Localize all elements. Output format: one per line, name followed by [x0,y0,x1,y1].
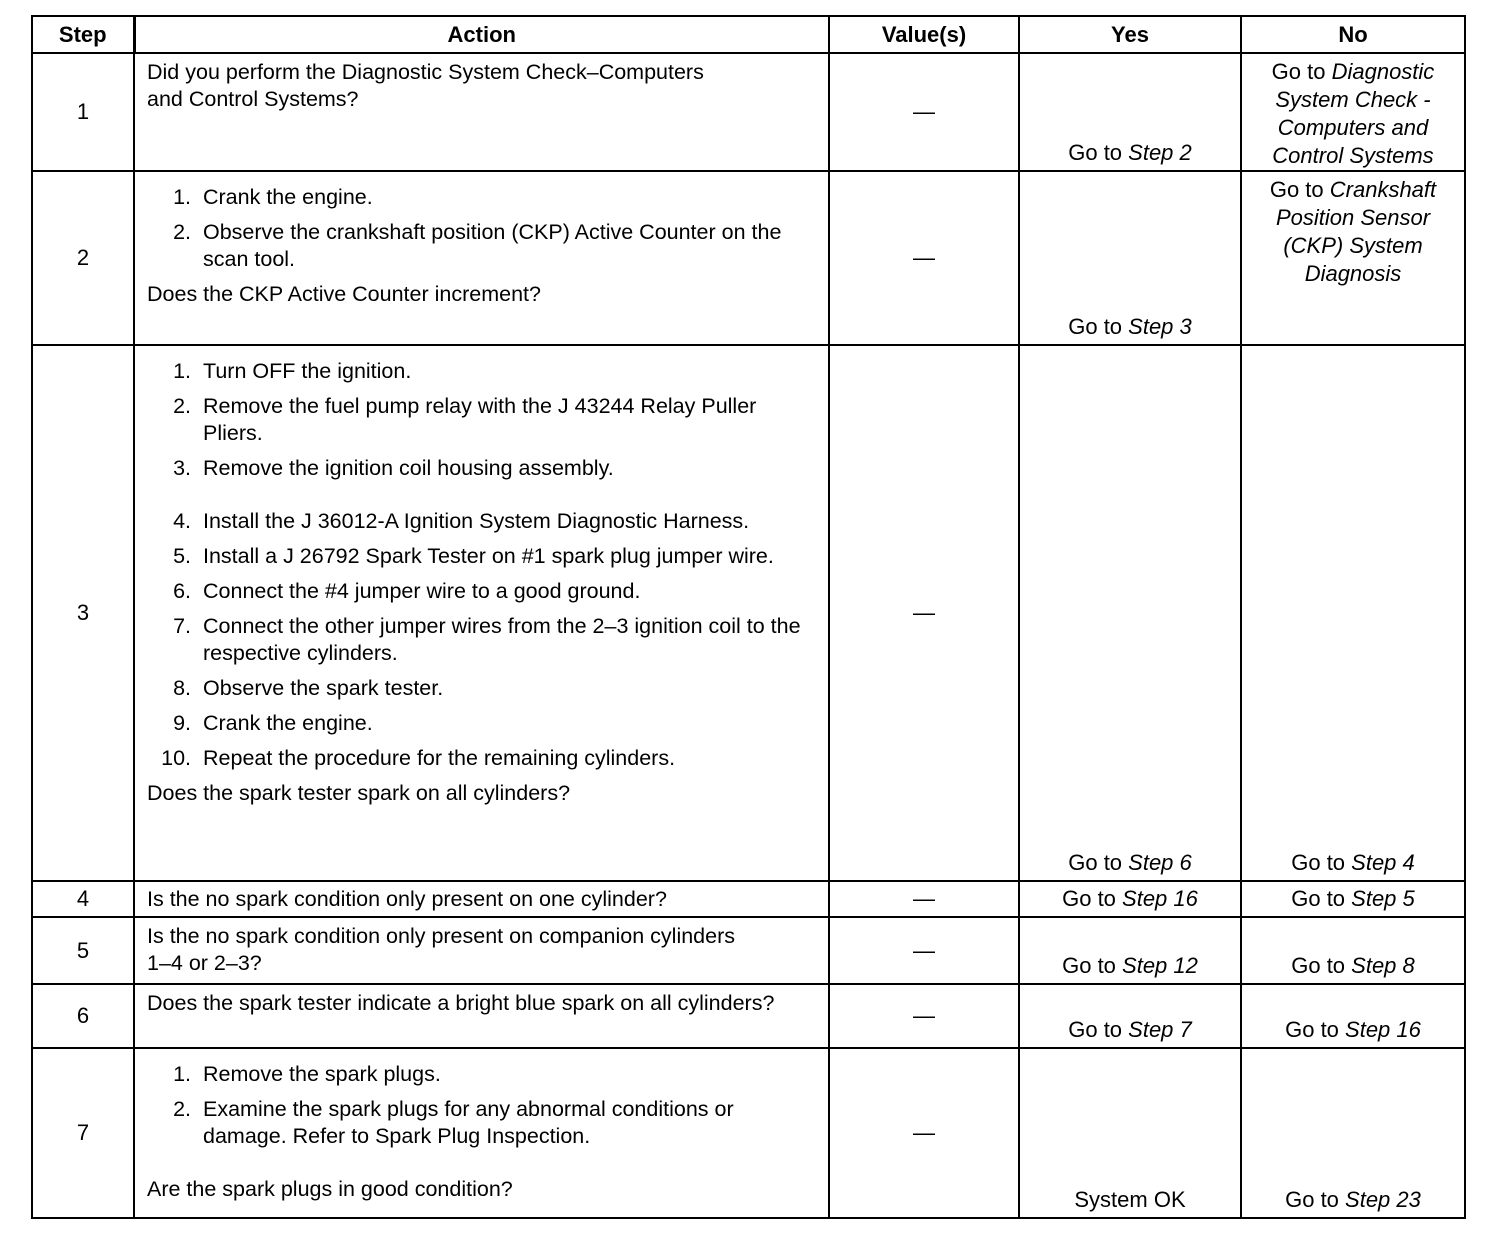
list-item: 3. Remove the ignition coil housing assembly. [173,456,614,480]
yes-step-link[interactable]: Step 6 [1128,850,1192,875]
table-row [32,984,1465,1048]
action-cell [134,171,829,345]
no-cell [1241,53,1465,171]
action-cell [134,53,829,171]
diagnostic-table [31,15,1466,1219]
no-prefix: Go to [1291,886,1352,911]
list-item: 10. Repeat the procedure for the remaining cylinders. [161,746,676,770]
value-dash: — [913,99,935,124]
header-no: No [1241,16,1465,53]
no-cell [1241,345,1465,881]
no-cell [1241,1048,1465,1218]
table-row [32,881,1465,917]
yes-prefix: Go to [1068,1017,1129,1042]
value-dash: — [913,245,935,270]
value-dash: — [913,1120,935,1145]
action-question: Is the no spark condition only present on one cylinder? [147,886,667,911]
list-item: 9. Crank the engine. [173,711,373,735]
list-item: 1. Remove the spark plugs. [173,1062,441,1086]
no-prefix: Go to [1285,1187,1346,1212]
list-item: 1. Crank the engine. [173,185,373,209]
yes-text[interactable]: System OK [1074,1187,1186,1212]
no-step-link[interactable]: Step 16 [1345,1017,1421,1042]
action-question: Is the no spark condition only present on companion cylinders 1–4 or 2–3? [147,924,736,975]
table-row [32,917,1465,984]
value-dash: — [913,600,935,625]
step-number: 1 [32,53,134,171]
yes-prefix: Go to [1068,140,1129,165]
action-question: Does the spark tester indicate a bright blue spark on all cylinders? [147,991,775,1015]
action-cell [134,1048,829,1218]
value-cell [829,917,1019,984]
value-cell [829,1048,1019,1218]
yes-cell [1019,984,1241,1048]
no-prefix: Go to [1291,850,1352,875]
action-question: Are the spark plugs in good condition? [147,1177,513,1201]
step-number: 7 [32,1048,134,1218]
list-item: 5. Install a J 26792 Spark Tester on #1 spark plug jumper wire. [173,544,774,568]
value-cell [829,171,1019,345]
yes-cell [1019,345,1241,881]
yes-prefix: Go to [1068,850,1129,875]
action-question: Does the CKP Active Counter increment? [147,282,541,306]
action-question: Did you perform the Diagnostic System Check–Computers and Control Systems? [147,60,704,111]
list-item: 2. Examine the spark plugs for any abnormal conditions or damage. Refer to Spark Plug Inspection. [173,1097,734,1148]
action-cell [134,984,829,1048]
action-cell [134,917,829,984]
no-prefix: Go to [1269,177,1330,202]
yes-prefix: Go to [1062,886,1123,911]
yes-step-link[interactable]: Step 12 [1122,953,1198,978]
yes-step-link[interactable]: Step 2 [1128,140,1192,165]
table-row [32,53,1465,171]
no-cell [1241,881,1465,917]
no-cell [1241,171,1465,345]
no-cell [1241,984,1465,1048]
value-cell [829,984,1019,1048]
step-number: 5 [32,917,134,984]
yes-cell [1019,171,1241,345]
yes-cell [1019,917,1241,984]
action-cell [134,881,829,917]
yes-step-link[interactable]: Step 16 [1122,886,1198,911]
yes-step-link[interactable]: Step 3 [1128,314,1192,339]
action-list [147,1061,816,1150]
yes-cell [1019,881,1241,917]
list-item: 7. Connect the other jumper wires from the 2–3 ignition coil to the respective cylinders. [173,614,801,665]
header-values: Value(s) [829,16,1019,53]
no-step-link[interactable]: Step 5 [1351,886,1415,911]
no-step-link[interactable]: Crankshaft Position Sensor (CKP) System Diagnosis [1275,177,1437,286]
value-cell [829,345,1019,881]
action-cell [134,345,829,881]
value-cell [829,53,1019,171]
no-step-link[interactable]: Step 4 [1351,850,1415,875]
header-action: Action [134,16,829,53]
step-number: 2 [32,171,134,345]
no-prefix: Go to [1271,59,1332,84]
table-row [32,345,1465,881]
list-item: 2. Remove the fuel pump relay with the J 43244 Relay Puller Pliers. [173,394,757,445]
yes-prefix: Go to [1068,314,1129,339]
step-number: 6 [32,984,134,1048]
list-item: 8. Observe the spark tester. [173,676,444,700]
header-row [32,16,1465,53]
list-item: 4. Install the J 36012-A Ignition System Diagnostic Harness. [173,509,750,533]
value-dash: — [913,1003,935,1028]
no-step-link[interactable]: Step 23 [1345,1187,1421,1212]
action-list [147,358,816,772]
table-row [32,1048,1465,1218]
table-row [32,171,1465,345]
action-list [147,184,816,273]
list-item: 1. Turn OFF the ignition. [173,359,412,383]
header-yes: Yes [1019,16,1241,53]
yes-cell [1019,1048,1241,1218]
yes-prefix: Go to [1062,953,1123,978]
no-step-link[interactable]: Diagnostic System Check - Computers and Control Systems [1272,59,1435,168]
step-number: 3 [32,345,134,881]
step-number: 4 [32,881,134,917]
yes-cell [1019,53,1241,171]
value-cell [829,881,1019,917]
no-step-link[interactable]: Step 8 [1351,953,1415,978]
header-step: Step [32,16,134,53]
value-dash: — [913,886,935,911]
no-cell [1241,917,1465,984]
no-prefix: Go to [1291,953,1352,978]
list-item: 2. Observe the crankshaft position (CKP) Active Counter on the scan tool. [173,220,782,271]
list-item: 6. Connect the #4 jumper wire to a good ground. [173,579,641,603]
no-prefix: Go to [1285,1017,1346,1042]
action-question: Does the spark tester spark on all cylinders? [147,781,571,805]
yes-step-link[interactable]: Step 7 [1128,1017,1192,1042]
value-dash: — [913,937,935,963]
